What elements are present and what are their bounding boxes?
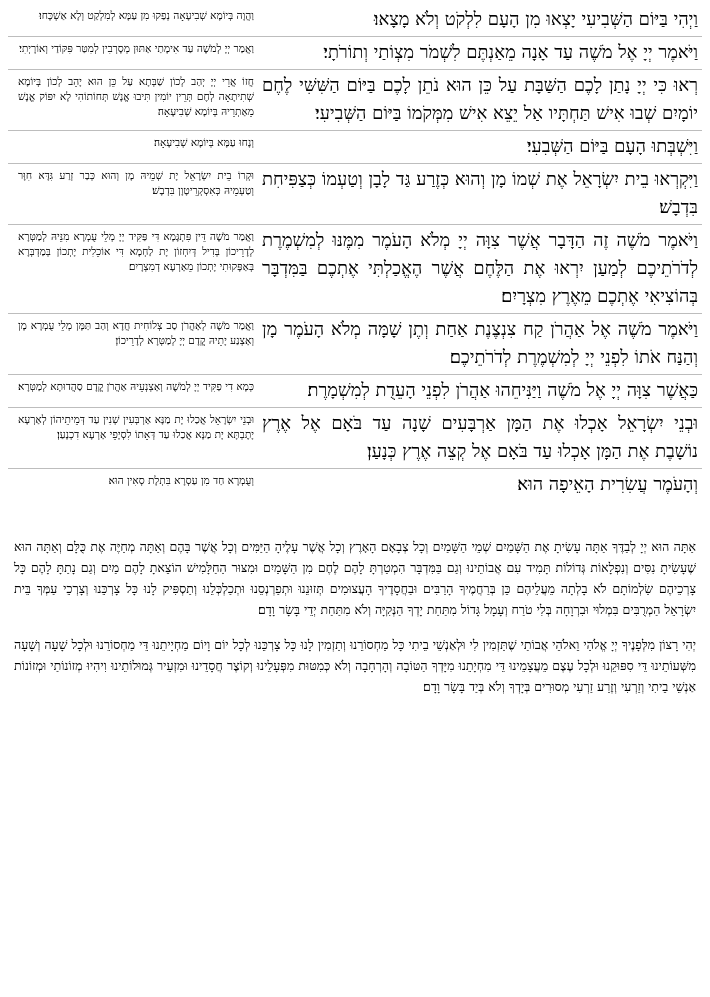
targum-text: וַהֲוָה בְּיוֹמָא שְׁבִיעָאָה נְפַקוּ מִן עַמָּא לְמִלְקַט וְלָא אַשְׁכָּחוּ׃	[39, 10, 254, 22]
targum-text: וּבְנֵי יִשְׂרָאֵל אֲכַלוּ יָת מַנָּא אַרְבְּעִין שְׁנִין עַד דְּמֵיתֵיהוֹן לְאַרְעָא יָתֶבְתָּא יָת מַנָּא אֲכַלוּ עַד דְּאָתוֹ לִסְיָפֵי אַרְעָא דִכְנָעַן׃	[18, 414, 254, 441]
prayer-paragraph: אַתָּה הוּא יְיָ לְבַדֶּךָ אַתָּה עָשִׂיתָ אֶת הַשָּׁמַיִם שְׁמֵי הַשָּׁמַיִם וְכָל צְבָאָם הָאָרֶץ וְכָל אֲשֶׁר עָלֶיהָ הַיַּמִּים וְכָל אֲשֶׁר בָּהֶם וְאַתָּה מְחַיֶּה אֶת כֻּלָּם וְאַתָּה הוּא שֶׁעָשִׂיתָ נִסִּים וְנִפְלָאוֹת גְּדוֹלוֹת תָּמִיד עִם אֲבוֹתֵינוּ וְגַם בַּמִּדְבָּר הִמְטַרְתָּ לָהֶם לֶחֶם מִן הַשָּׁמַיִם וּמִצּוּר הַחַלָּמִישׁ הוֹצֵאתָ לָהֶם מַיִם וְגַם נָתַתָּ לָהֶם כָּל צָרְכֵיהֶם שַׂלְמוֹתָם לֹא בָלְתָה מֵעֲלֵיהֶם כֵּן בְּרַחֲמֶיךָ הָרַבִּים וּבַחֲסָדֶיךָ הָעֲצוּמִים תְּזוּנֵנוּ וּתְפַרְנְסֵנוּ וּתְכַלְכְּלֵנוּ וְתַסְפִּיק לָנוּ כָּל צָרְכֵּנוּ וְצָרְכֵי עַמְּךָ בֵּית יִשְׂרָאֵל הַמְרֻבִּים בִּמְלוּי וּבִרְוָחָה בְּלִי טֹרַח וְעָמָל גָּדוֹל מִתַּחַת יָדְךָ הַנְּקִיָּה וְלֹא מִתַּחַת יְדֵי בָּשָׂר וָדָם׃	[14, 538, 696, 617]
verses-table	[8, 4, 702, 501]
verse-row	[8, 164, 702, 225]
verse-row	[8, 375, 702, 408]
hebrew-verse-text: רְאוּ כִּי יְיָ נָתַן לָכֶם הַשַּׁבָּת עַל כֵּן הוּא נֹתֵן לָכֶם בַּיּוֹם הַשִּׁשִּׁי לֶחֶם יוֹמָיִם שְׁבוּ אִישׁ תַּחְתָּיו אַל יֵצֵא אִישׁ מִמְּקֹמוֹ בַּיּוֹם הַשְּׁבִיעִי׃	[262, 75, 698, 124]
hebrew-verse-text: וַיֹּאמֶר מֹשֶׁה אֶל אַהֲרֹן קַח צִנְצֶנֶת אַחַת וְתֶן שָׁמָּה מְלֹא הָעֹמֶר מָן וְהַנַּח אֹתוֹ לִפְנֵי יְיָ לְמִשְׁמֶרֶת לְדֹרֹתֵיכֶם׃	[262, 319, 698, 368]
verse-row	[8, 469, 702, 501]
targum-text: כְּמָא דִי פַקִּיד יְיָ לְמֹשֶׁה וְאַצְנְעֵיהּ אַהֲרֹן קֳדָם סַהֲדוּתָא לְמַטְּרָא׃	[18, 381, 254, 393]
hebrew-verse-text: וַיֹּאמֶר יְיָ אֶל מֹשֶׁה עַד אָנָה מֵאַנְתֶּם לִשְׁמֹר מִצְוֹתַי וְתוֹרֹתָי׃	[323, 42, 698, 63]
verse-row	[8, 314, 702, 375]
targum-text: וּקְרוֹ בֵית יִשְׂרָאֵל יָת שְׁמֵיהּ מָן וְהוּא כְּבַר זְרַע גִּדָּא חִוָּר וְטַעְמֵיהּ כְּאִסְקְרֵיטָוָן בִּדְבָשׁ׃	[18, 170, 254, 197]
hebrew-verse-text: וַיְהִי בַּיּוֹם הַשְּׁבִיעִי יָצְאוּ מִן הָעָם לִלְקֹט וְלֹא מָצָאוּ׃	[373, 9, 698, 30]
targum-text: וַאֲמַר יְיָ לְמֹשֶׁה עַד אִימָתַי אַתּוּן מְסָרְבִין לְמִטַּר פִּקּוֹדַי וְאוֹרָיְתִי׃	[19, 43, 254, 55]
hebrew-verse-text: וּבְנֵי יִשְׂרָאֵל אָכְלוּ אֶת הַמָּן אַרְבָּעִים שָׁנָה עַד בֹּאָם אֶל אֶרֶץ נוֹשָׁבֶת אֶת הַמָּן אָכְלוּ עַד בֹּאָם אֶל קְצֵה אֶרֶץ כְּנָעַן׃	[262, 413, 698, 462]
targum-text: חֲזוֹ אֲרֵי יְיָ יְהַב לְכוֹן שַׁבְּתָא עַל כֵּן הוּא יָהֵב לְכוֹן בְּיוֹמָא שְׁתִיתָאָה לְחֶם תְּרֵין יוֹמִין תִּיבוּ אֱנָשׁ תְּחוֹתוֹהִי לָא יִפּוֹק אֱנָשׁ מֵאַתְרֵיהּ בְּיוֹמָא שְׁבִיעָאָה׃	[18, 76, 254, 118]
hebrew-verse-text: וְהָעֹמֶר עֲשִׂרִית הָאֵיפָה הוּא׃	[517, 474, 698, 495]
hebrew-verse-text: וַיִּשְׁבְּתוּ הָעָם בַּיּוֹם הַשְּׁבִעִי׃	[526, 136, 698, 157]
targum-text: וְנָחוּ עַמָּא בְּיוֹמָא שְׁבִיעָאָה׃	[153, 137, 254, 149]
verse-row	[8, 408, 702, 469]
verse-row	[8, 131, 702, 164]
verse-row	[8, 37, 702, 70]
targum-text: וַאֲמַר מֹשֶׁה לְאַהֲרֹן סַב צְלוֹחִית חֲדָא וְהַב תַּמָּן מְלֵי עֻמְרָא מָן וְאַצְנַע יָתֵיהּ קֳדָם יְיָ לְמַטְּרָא לְדָרֵיכוֹן׃	[18, 320, 254, 347]
hebrew-verse-text: כַּאֲשֶׁר צִוָּה יְיָ אֶל מֹשֶׁה וַיַּנִּיחֵהוּ אַהֲרֹן לִפְנֵי הָעֵדֻת לְמִשְׁמָרֶת׃	[307, 380, 698, 401]
section-spacer	[8, 501, 702, 523]
targum-text: וַאֲמַר מֹשֶׁה דֵּין פִּתְגָּמָא דִּי פַּקִּיד יְיָ מְלֵי עֻמְרָא מִנֵּיהּ לְמַטְּרָא לְדָרֵיכוֹן בְּדִיל דְּיִחְזוֹן יָת לַחְמָא דִּי אוֹכֵלִית יָתְכוֹן בְּמַדְבְּרָא בְּאַפָּקוּתִי יָתְכוֹן מֵאַרְעָא דְמִצְרָיִם׃	[18, 231, 254, 273]
verse-row	[8, 4, 702, 37]
verse-row	[8, 70, 702, 131]
hebrew-verse-text: וַיֹּאמֶר מֹשֶׁה זֶה הַדָּבָר אֲשֶׁר צִוָּה יְיָ מְלֹא הָעֹמֶר מִמֶּנּוּ לְמִשְׁמֶרֶת לְדֹרֹתֵיכֶם לְמַעַן יִרְאוּ אֶת הַלֶּחֶם אֲשֶׁר הֶאֱכַלְתִּי אֶתְכֶם בַּמִּדְבָּר בְּהוֹצִיאִי אֶתְכֶם מֵאֶרֶץ מִצְרָיִם׃	[262, 230, 698, 307]
hebrew-verse-text: וַיִּקְרְאוּ בֵית יִשְׂרָאֵל אֶת שְׁמוֹ מָן וְהוּא כְּזֶרַע גַּד לָבָן וְטַעְמוֹ כְּצַפִּיחִת בִּדְבָשׁ׃	[262, 169, 698, 218]
targum-text: וְעֻמְרָא חַד מִן עַסְרָא בִּתְלָת סְאִין הוּא׃	[108, 475, 254, 487]
prayer-paragraph: יְהִי רָצוֹן מִלְּפָנֶיךָ יְיָ אֱלֹהַי וֵאלֹהֵי אֲבוֹתַי שֶׁתַּזְמִין לִי וּלְאַנְשֵׁי בֵיתִי כָּל מַחְסוֹרֵנוּ וְתַזְמִין לָנוּ כָּל צָרְכֵּנוּ לְכָל יוֹם וָיוֹם מַחְיָיתֵנוּ דֵּי מַחְסוֹרֵנוּ וּלְכָל שָׁעָה וְשָׁעָה מִשְּׁעוֹתֵינוּ דֵּי סִפּוּקֵנוּ וּלְכָל עֶצֶם מֵעֲצָמֵינוּ דֵּי מִחְיָתֵנוּ מִיָּדְךָ הַטּוֹבָה וְהָרְחָבָה וְלֹא כְּמִטּוּת מִפְּעָלֵינוּ וְקוֹצֶר חֲסָדֵינוּ וּמִזְעֵיר גְּמוּלוֹתֵינוּ וִיהִיוּ מְזוֹנוֹתַי וּמְזוֹנוֹת אַנְשֵׁי בֵיתִי וְזַרְעִי וְזֶרַע זַרְעִי מְסוּרִים בְּיָדְךָ וְלֹא בְּיַד בָּשָׂר וָדָם׃	[14, 636, 696, 694]
verse-row	[8, 225, 702, 314]
